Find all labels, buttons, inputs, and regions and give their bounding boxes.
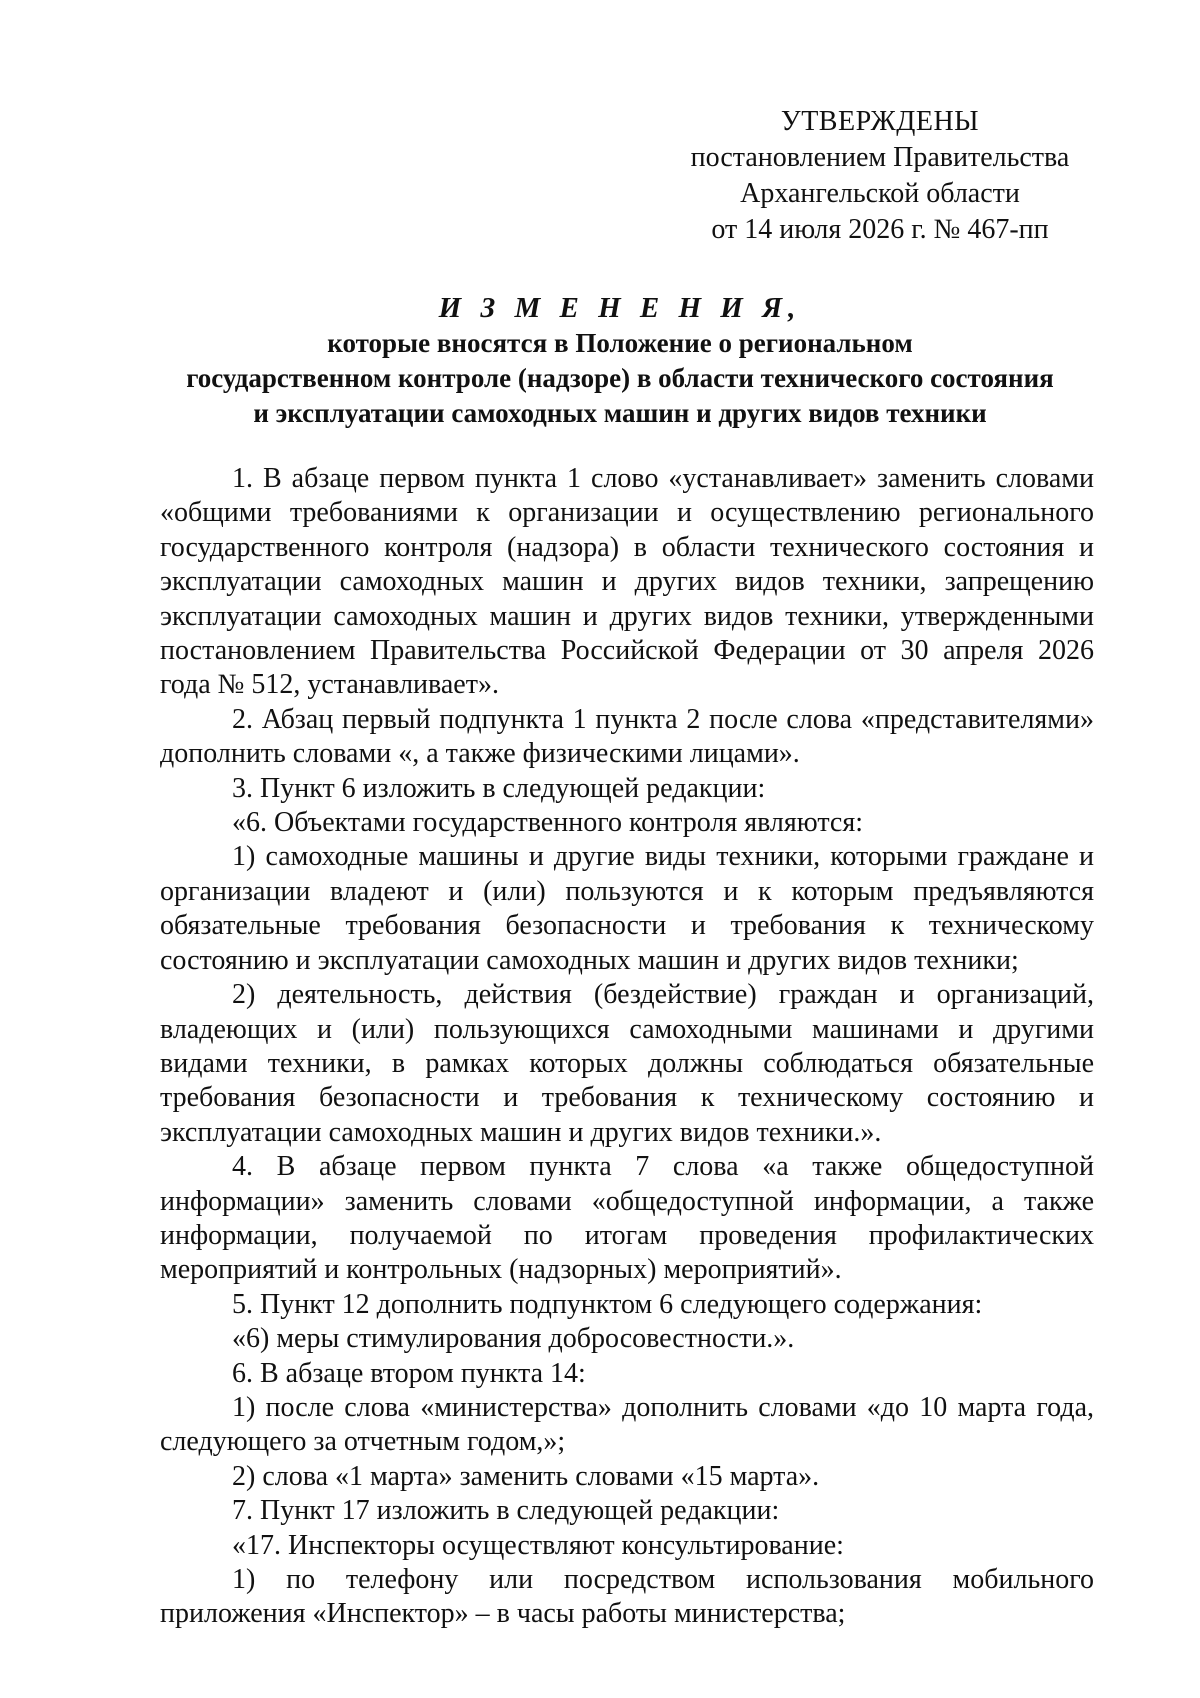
title-heading: И З М Е Н Е Н И Я, bbox=[438, 292, 802, 324]
paragraph-2: 2. Абзац первый подпункта 1 пункта 2 после слова «представителями» дополнить словами «, а также физическими лицами». bbox=[160, 703, 1094, 770]
paragraph-7: 4. В абзаце первом пункта 7 слова «а также общедоступной информации» заменить словами «общедоступной информации, а также информации, получаемой по итогам проведения профилактических мероприятий и контрольных (надзорных) мероприятий». bbox=[160, 1151, 1094, 1286]
paragraph-4: «6. Объектами государственного контроля являются: bbox=[232, 807, 863, 839]
paragraph-5: 1) самоходные машины и другие виды техники, которыми граждане и организации владеют и (или) пользуются и к которым предъявляются обязательные требования безопасности и требования к техническому состоянию и эксплуатации самоходных машин и других видов техники; bbox=[160, 841, 1094, 976]
approval-line-1: постановлением Правительства bbox=[690, 142, 1070, 173]
paragraph-1: 1. В абзаце первом пункта 1 слово «устанавливает» заменить словами «общими требованиями к организации и осуществлению регионального государственного контроля (надзора) в области технического состояния и эксплуатации самоходных машин и других видов техники, запрещению эксплуатации самоходных машин и других видов техники, утвержденными постановлением Правительства Российской Федерации от 30 апреля 2026 года № 512, устанавливает». bbox=[160, 463, 1094, 701]
title-line-2: государственном контроле (надзоре) в области технического состояния bbox=[186, 363, 1054, 393]
title-line-1: которые вносятся в Положение о региональном bbox=[327, 328, 913, 358]
paragraph-14: «17. Инспекторы осуществляют консультирование: bbox=[232, 1529, 844, 1561]
paragraph-6: 2) деятельность, действия (бездействие) граждан и организаций, владеющих и (или) пользующихся самоходными машинами и другими видами техники, в рамках которых должны соблюдаться обязательные требования безопасности и требования к техническому состоянию и эксплуатации самоходных машин и других видов техники.». bbox=[160, 979, 1094, 1148]
approval-stamp-block bbox=[640, 104, 1120, 248]
document-body bbox=[160, 462, 1094, 1632]
paragraph-12: 2) слова «1 марта» заменить словами «15 марта». bbox=[232, 1460, 820, 1492]
approval-line-3: от 14 июля 2026 г. № 467-пп bbox=[711, 214, 1049, 245]
paragraph-11: 1) после слова «министерства» дополнить словами «до 10 марта года, следующего за отчетным годом,»; bbox=[160, 1391, 1094, 1458]
approval-line-2: Архангельской области bbox=[740, 178, 1020, 209]
paragraph-10: 6. В абзаце втором пункта 14: bbox=[232, 1357, 586, 1389]
approved-label: УТВЕРЖДЕНЫ bbox=[780, 106, 980, 137]
paragraph-13: 7. Пункт 17 изложить в следующей редакции: bbox=[232, 1495, 780, 1527]
paragraph-9: «6) меры стимулирования добросовестности.». bbox=[232, 1323, 795, 1355]
paragraph-15: 1) по телефону или посредством использования мобильного приложения «Инспектор» – в часы работы министерства; bbox=[160, 1564, 1094, 1630]
title-line-3: и эксплуатации самоходных машин и других видов техники bbox=[253, 398, 987, 428]
paragraph-8: 5. Пункт 12 дополнить подпунктом 6 следующего содержания: bbox=[232, 1288, 983, 1320]
document-title bbox=[140, 290, 1100, 431]
paragraph-3: 3. Пункт 6 изложить в следующей редакции: bbox=[232, 772, 766, 804]
